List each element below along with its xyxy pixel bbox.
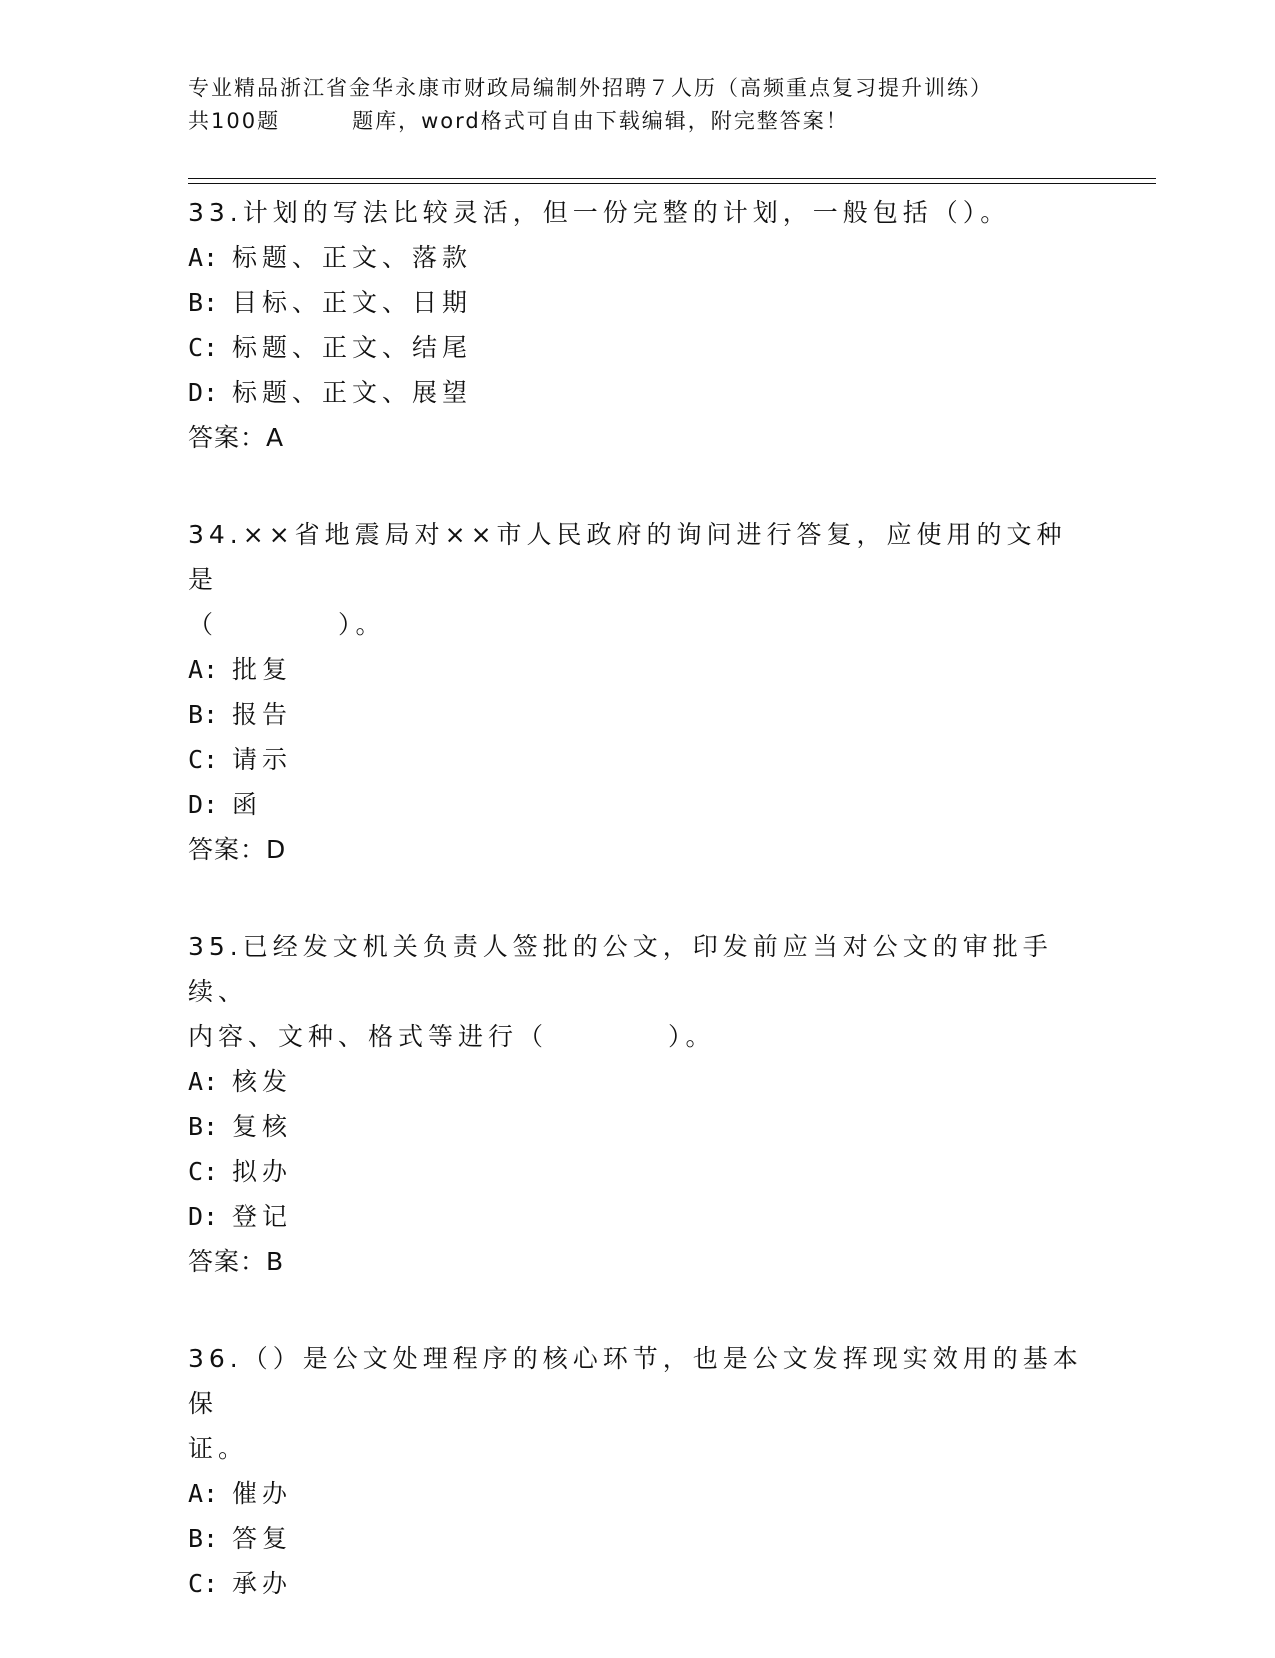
- question-text-part: 内容、文种、格式等进行（: [188, 1022, 549, 1051]
- option-letter: A:: [188, 243, 219, 272]
- option-text: 催办: [232, 1479, 293, 1508]
- option-letter: C:: [188, 745, 219, 774]
- question-33: [188, 190, 1088, 460]
- question-text-continued: 证。: [188, 1434, 249, 1463]
- header-question-count: 共100题: [188, 109, 281, 133]
- option-a: [188, 1059, 1088, 1104]
- option-text: 核发: [232, 1067, 293, 1096]
- option-letter: C:: [188, 333, 219, 362]
- option-text: 标题、正文、展望: [232, 378, 473, 407]
- option-letter: B:: [188, 1524, 219, 1553]
- question-list: [188, 190, 1088, 1658]
- question-36: [188, 1336, 1088, 1606]
- option-letter: B:: [188, 288, 219, 317]
- option-letter: B:: [188, 1112, 219, 1141]
- option-text: 答复: [232, 1524, 293, 1553]
- question-text: 33.计划的写法比较灵活，但一份完整的计划，一般包括（）。: [188, 198, 1011, 227]
- option-a: [188, 1471, 1088, 1516]
- answer-label: 答案：D: [188, 835, 287, 864]
- option-letter: A:: [188, 1479, 219, 1508]
- header-subtitle-line: [188, 105, 1148, 138]
- question-text: 36.（）是公文处理程序的核心环节，也是公文发挥现实效用的基本保: [188, 1344, 1083, 1418]
- question-text-continued: [188, 1014, 1088, 1059]
- option-b: [188, 280, 1088, 325]
- blank-open-paren: （: [188, 610, 219, 639]
- option-text: 标题、正文、结尾: [232, 333, 473, 362]
- option-d: [188, 370, 1088, 415]
- option-a: [188, 647, 1088, 692]
- option-text: 请示: [232, 745, 293, 774]
- header-divider-top: [188, 178, 1156, 179]
- option-text: 函: [232, 790, 263, 819]
- option-c: [188, 1149, 1088, 1194]
- option-c: [188, 325, 1088, 370]
- blank-close-paren: ）。: [668, 1022, 716, 1051]
- option-text: 标题、正文、落款: [232, 243, 473, 272]
- option-letter: A:: [188, 1067, 219, 1096]
- question-text: 34.××省地震局对××市人民政府的询问进行答复，应使用的文种是: [188, 520, 1067, 594]
- question-text: 35.已经发文机关负责人签批的公文，印发前应当对公文的审批手续、: [188, 932, 1053, 1006]
- header-title-line: 专业精品浙江省金华永康市财政局编制外招聘７人历（高频重点复习提升训练）: [188, 76, 993, 100]
- option-letter: C:: [188, 1569, 219, 1598]
- option-text: 拟办: [232, 1157, 293, 1186]
- option-letter: B:: [188, 700, 219, 729]
- option-d: [188, 782, 1088, 827]
- option-letter: A:: [188, 655, 219, 684]
- option-letter: D:: [188, 378, 219, 407]
- option-letter: C:: [188, 1157, 219, 1186]
- header-divider-bottom: [188, 183, 1156, 184]
- option-c: [188, 737, 1088, 782]
- answer-label: 答案：B: [188, 1247, 285, 1276]
- option-text: 登记: [232, 1202, 293, 1231]
- option-text: 批复: [232, 655, 293, 684]
- option-letter: D:: [188, 1202, 219, 1231]
- option-d: [188, 1194, 1088, 1239]
- blank-close-paren: ）。: [338, 610, 386, 639]
- header-format-note: 题库，word格式可自由下载编辑，附完整答案！: [352, 109, 849, 133]
- option-b: [188, 1516, 1088, 1561]
- option-text: 报告: [232, 700, 293, 729]
- document-header: [188, 72, 1148, 138]
- question-35: [188, 924, 1088, 1284]
- option-text: 目标、正文、日期: [232, 288, 473, 317]
- option-a: [188, 235, 1088, 280]
- option-text: 承办: [232, 1569, 293, 1598]
- option-text: 复核: [232, 1112, 293, 1141]
- question-text-continued: [188, 602, 1088, 647]
- option-c: [188, 1561, 1088, 1606]
- option-b: [188, 1104, 1088, 1149]
- question-34: [188, 512, 1088, 872]
- option-letter: D:: [188, 790, 219, 819]
- option-b: [188, 692, 1088, 737]
- answer-label: 答案：A: [188, 423, 285, 452]
